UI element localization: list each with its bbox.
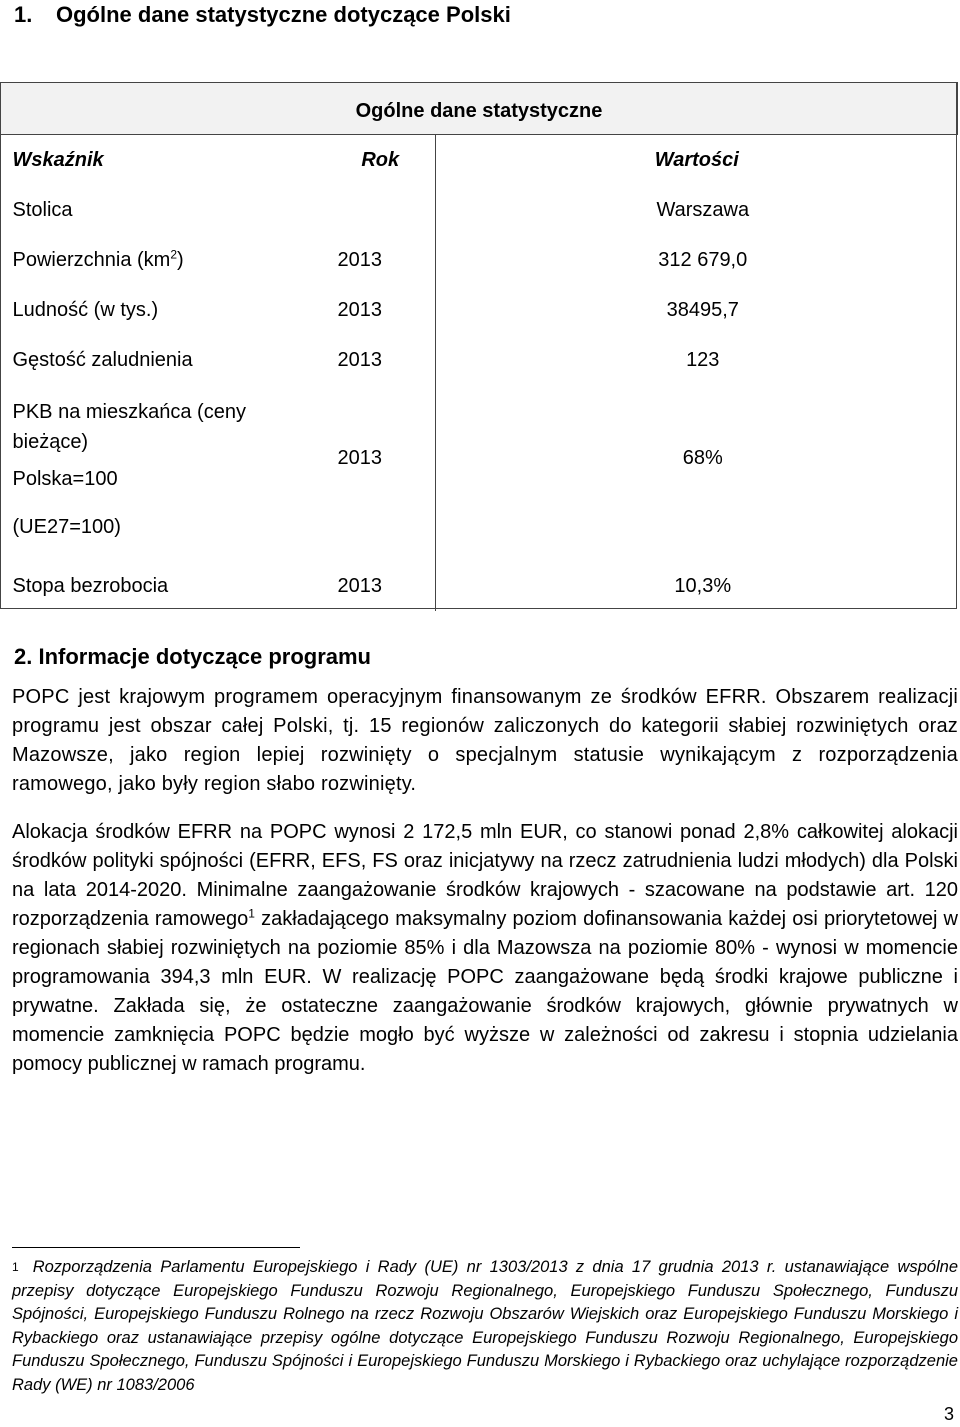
footnote	[12, 1256, 958, 1397]
header-indicator: Wskaźnik	[12, 148, 104, 171]
table-row	[1, 561, 958, 611]
row-indicator-line-2: Polska=100	[12, 467, 118, 490]
row-value: 38495,7	[666, 298, 739, 321]
row-value: 312 679,0	[658, 248, 748, 271]
row-indicator: Stopa bezrobocia	[12, 574, 169, 597]
table-row	[1, 185, 958, 235]
table-row	[1, 335, 958, 385]
row-year	[326, 185, 436, 235]
footnote-separator	[12, 1247, 300, 1248]
section-1-heading	[14, 0, 511, 30]
row-indicator-tail: )	[177, 248, 184, 271]
paragraph-2	[12, 818, 958, 1079]
row-year: 2013	[326, 285, 436, 335]
section-1-title: Ogólne dane statystyczne dotyczące Polski	[56, 2, 511, 27]
row-year: 2013	[326, 385, 436, 561]
row-value: 68%	[682, 446, 723, 469]
footnote-text: Rozporządzenia Parlamentu Europejskiego i Rady (UE) nr 1303/2013 z dnia 17 grudnia 2013 r. ustanawiające wspólne przepisy dotyczące Europejskiego Funduszu Rozwoju Regionalnego, Europejskiego Funduszu Społecznego, Funduszu Spójności, Europejskiego Funduszu Rolnego na rzecz Rozwoju Obszarów Wiejskich oraz Europejskiego Funduszu Morskiego i Rybackiego oraz ustanawiające przepisy ogólne dotyczące Europejskiego Funduszu Rozwoju Regionalnego, Europejskiego Funduszu Społecznego, Funduszu Spójności i Europejskiego Funduszu Morskiego i Rybackiego oraz uchylające rozporządzenie Rady (WE) nr 1083/2006	[12, 1258, 958, 1394]
table-title-row	[1, 83, 958, 135]
row-indicator-line-1: PKB na mieszkańca (ceny bieżące)	[12, 400, 246, 453]
row-indicator: Stolica	[12, 198, 73, 221]
table-row	[1, 235, 958, 285]
table-header-row	[1, 135, 958, 186]
row-value: 10,3%	[674, 574, 732, 597]
row-indicator-superscript: 2	[170, 246, 178, 261]
row-value: 123	[686, 348, 720, 371]
row-indicator-line-3: (UE27=100)	[12, 515, 121, 538]
row-value: Warszawa	[656, 198, 750, 221]
row-year: 2013	[326, 235, 436, 285]
table-row	[1, 285, 958, 335]
paragraph-2-part-a: Alokacja środków EFRR na POPC wynosi 2 172,5 mln EUR, co stanowi ponad 2,8% całkowitej alokacji środków polityki spójności (EFRR, EFS, FS oraz inicjatywy na rzecz zatrudnienia ludzi młodych) dla Polski na lata 2014-2020. Minimalne zaangażowanie środków krajowych - szacowane na podstawie art. 120 rozporządzenia ramowego	[12, 821, 958, 930]
table-row	[1, 385, 958, 561]
page-number: 3	[943, 1404, 954, 1424]
header-year: Rok	[326, 135, 436, 186]
footnote-reference: 1	[248, 906, 255, 921]
row-indicator	[1, 385, 326, 561]
row-indicator: Gęstość zaludnienia	[12, 348, 193, 371]
statistics-table	[0, 82, 958, 611]
row-indicator	[1, 235, 326, 285]
table-title: Ogólne dane statystyczne	[1, 83, 958, 135]
header-values: Wartości	[654, 148, 739, 171]
section-1-number: 1.	[14, 2, 33, 27]
row-year: 2013	[326, 561, 436, 611]
paragraph-1: POPC jest krajowym programem operacyjnym finansowanym ze środków EFRR. Obszarem realizacji programu jest obszar całej Polski, tj. 15 regionów zaliczonych do kategorii słabiej rozwiniętych oraz Mazowsze, jako region lepiej rozwinięty o specjalnym statusie wynikającym z rozporządzenia ramowego, jako były region słabo rozwinięty.	[12, 686, 958, 795]
row-indicator-text: Powierzchnia (km	[12, 248, 171, 271]
section-2-heading: 2. Informacje dotyczące programu	[14, 644, 371, 669]
row-indicator: Ludność (w tys.)	[12, 298, 159, 321]
row-year: 2013	[326, 335, 436, 385]
paragraph-2-part-b: zakładającego maksymalny poziom dofinansowania każdej osi priorytetowej w regionach słabiej rozwiniętych na poziomie 85% i dla Mazowsza na poziomie 80% - wynosi w momencie programowania 394,3 mln EUR. W realizację POPC zaangażowane będą środki krajowe publiczne i prywatne. Zakłada się, że ostateczne zaangażowanie środków krajowych, głównie prywatnych w momencie zamknięcia POPC będzie mogło być wyższe w zależności od zakresu i stopnia udzielania pomocy publicznej w ramach programu.	[12, 908, 958, 1075]
footnote-mark: 1	[12, 1260, 19, 1274]
